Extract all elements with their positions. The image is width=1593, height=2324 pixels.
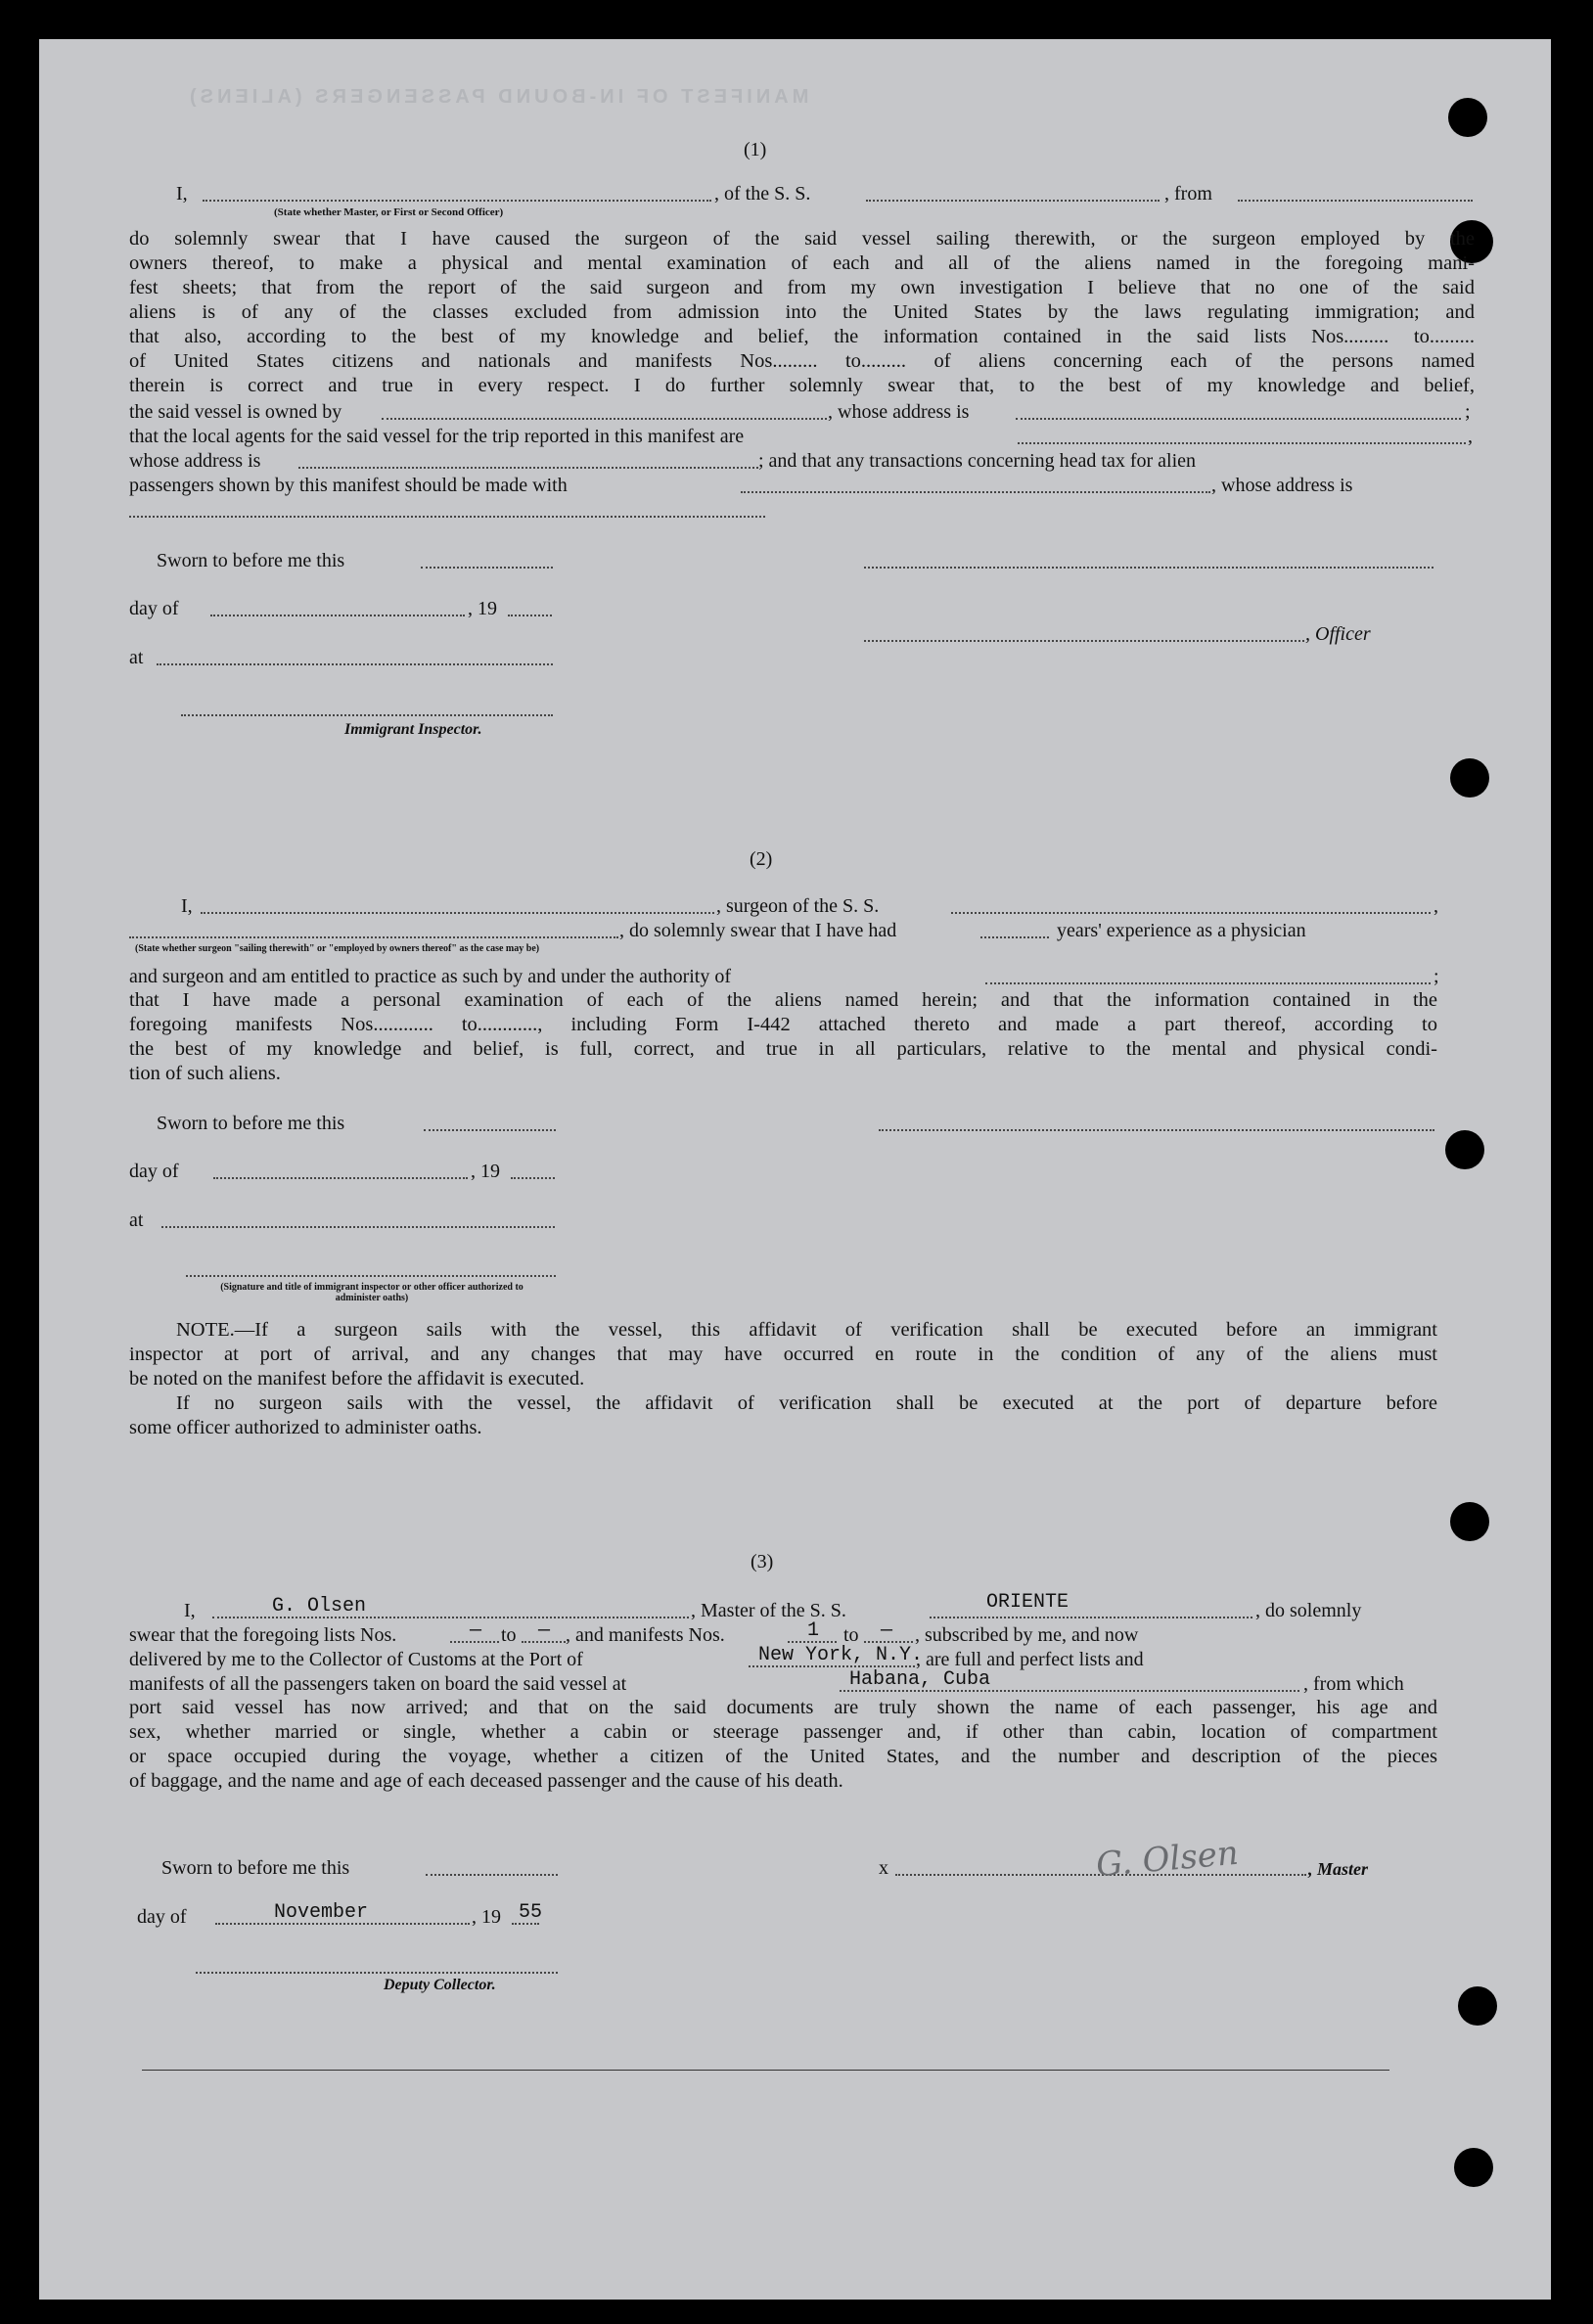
local-agents-label: that the local agents for the said vessel for the trip reported in this manifest are: [129, 426, 745, 447]
oath-line: of baggage, and the name and age of each deceased passenger and the cause of his death.: [129, 1770, 843, 1792]
semicolon: ;: [1434, 966, 1439, 987]
authority-label: and surgeon and am entitled to practice as such by and under the authority of: [129, 966, 731, 987]
passengers-label: passengers shown by this manifest should be made with: [129, 475, 568, 496]
do-solemnly-label-3: , do solemnly: [1255, 1600, 1362, 1621]
officer-label: [1305, 624, 1371, 644]
transactions-label: ; and that any transactions concerning head tax for alien: [758, 450, 1197, 472]
sworn-date-line-1: [421, 567, 553, 569]
surgeon-of-ss-label: , surgeon of the S. S.: [716, 895, 880, 917]
month-value: November: [274, 1901, 369, 1924]
sworn-label-2: Sworn to before me this: [157, 1113, 345, 1134]
oath-line: that also, according to the best of my knowledge and belief, the information contained in the said lists Nos......... to.........: [129, 326, 1475, 347]
surgeon-signature-line: [879, 1129, 1434, 1131]
head-tax-address-line: [129, 516, 765, 518]
oath-line: fest sheets; that from the report of the said surgeon and from my own investigation I believe that no one of the said: [129, 277, 1475, 298]
whose-address-label-3: , whose address is: [1211, 475, 1353, 496]
whose-address-label-2: whose address is: [129, 450, 261, 472]
to-label-2: to: [843, 1624, 859, 1646]
year-label-1: , 19: [468, 598, 497, 619]
sworn-date-line-3: [426, 1874, 558, 1876]
year-line-1: [508, 615, 552, 616]
at-label-2: at: [129, 1209, 144, 1231]
year-line-2: [511, 1177, 555, 1179]
manifests-all-label: manifests of all the passengers taken on board the said vessel at: [129, 1673, 627, 1695]
immigrant-inspector-label: Immigrant Inspector.: [344, 721, 482, 738]
agents-address-line: [298, 467, 758, 469]
surgeon-status-line: [129, 936, 618, 938]
x-mark: x: [879, 1857, 888, 1879]
ship-name: ORIENTE: [986, 1591, 1070, 1614]
officer-name-line: [203, 200, 711, 202]
section-2-note: [129, 1318, 1437, 1440]
sworn-label-3: Sworn to before me this: [161, 1857, 350, 1879]
from-line: [1238, 200, 1473, 202]
note-line: inspector at port of arrival, and any changes that may have occurred en route in the condition of any of the aliens must: [129, 1344, 1437, 1365]
oath-line: of United States citizens and nationals and manifests Nos......... to......... of aliens concerning each of the persons named: [129, 350, 1475, 372]
master-of-ss-label: , Master of the S. S.: [691, 1600, 846, 1621]
note-line: some officer authorized to administer oaths.: [129, 1417, 482, 1438]
full-perfect-label: , are full and perfect lists and: [916, 1649, 1144, 1670]
year-label-3: , 19: [472, 1906, 501, 1928]
bleed-through-text: MANIFEST OF IN-BOUND PASSENGERS (ALIENS): [186, 86, 809, 108]
bottom-divider: [142, 2070, 1389, 2071]
ship-name-line: [866, 200, 1160, 202]
section-3-number: (3): [751, 1551, 774, 1572]
day-line-2: [213, 1177, 468, 1179]
lists-from-value: —: [470, 1619, 482, 1642]
oath-line: aliens is of any of the classes excluded from admission into the United States by the laws regulating immigration; and: [129, 301, 1475, 323]
signature-title-note: (Signature and title of immigrant inspector or other officer authorized to administer oaths): [220, 1282, 523, 1303]
punch-hole: [1450, 758, 1489, 797]
section-1-i-label: I,: [176, 183, 188, 205]
surgeon-status-note: (State whether surgeon "sailing therewith" or "employed by owners thereof" as the case may be): [135, 943, 540, 954]
punch-hole: [1450, 1502, 1489, 1541]
authority-line: [985, 982, 1431, 984]
years-experience-label: years' experience as a physician: [1057, 920, 1306, 941]
sworn-date-line-2: [424, 1129, 556, 1131]
deputy-collector-label: Deputy Collector.: [384, 1977, 496, 1993]
oath-line: port said vessel has now arrived; and that on the said documents are truly shown the name of each passenger, his age and: [129, 1697, 1437, 1718]
deputy-collector-line: [196, 1972, 558, 1974]
manifest-back-page: [39, 39, 1551, 2300]
year-value: 55: [519, 1901, 543, 1924]
master-label: , Master: [1308, 1859, 1369, 1879]
section-3-oath-text: [129, 1696, 1437, 1794]
surgeon-name-line: [201, 912, 714, 914]
do-solemnly-label: , do solemnly swear that I have had: [619, 920, 897, 941]
officer-text: , Officer: [1305, 623, 1371, 645]
note-first-line: [129, 1318, 1437, 1343]
owned-by-label: the said vessel is owned by: [129, 401, 342, 423]
oath-line: sex, whether married or single, whether a cabin or steerage passenger and, if other than cabin, location of compartment: [129, 1721, 1437, 1743]
years-line: [980, 936, 1049, 938]
head-tax-line: [741, 491, 1210, 493]
manifest-from-value: 1: [807, 1619, 820, 1642]
day-of-label-3: day of: [137, 1906, 187, 1928]
punch-hole: [1454, 2148, 1493, 2187]
officer-signature-line: [864, 567, 1434, 569]
section-2-number: (2): [750, 848, 773, 870]
master-signature: G. Olsen: [1094, 1833, 1241, 1886]
section-2-i-label: I,: [181, 895, 193, 917]
subscribed-label: , subscribed by me, and now: [915, 1624, 1139, 1646]
day-of-label-2: day of: [129, 1161, 179, 1182]
punch-hole: [1448, 98, 1487, 137]
delivered-label: delivered by me to the Collector of Customs at the Port of: [129, 1649, 583, 1670]
note-line: —If a surgeon sails with the vessel, this affidavit of verification shall be executed before an immigrant: [234, 1319, 1437, 1341]
oath-line: foregoing manifests Nos............ to............, including Form I-442 attached thereto and made a part thereof, according to: [129, 1014, 1437, 1035]
semicolon: ;: [1465, 401, 1471, 423]
owner-address-line: [1016, 418, 1461, 420]
section-3-i-label: I,: [184, 1600, 196, 1621]
owner-line: [382, 418, 827, 420]
note-line: be noted on the manifest before the affidavit is executed.: [129, 1368, 585, 1390]
oath-line: that I have made a personal examination of each of the aliens named herein; and that the information contained in the: [129, 989, 1437, 1011]
section-1-number: (1): [744, 139, 767, 160]
master-name: G. Olsen: [272, 1595, 367, 1618]
of-ss-label: , of the S. S.: [714, 183, 811, 205]
port-value: New York, N.Y.: [758, 1644, 924, 1666]
comma: ,: [1468, 426, 1473, 447]
comma: ,: [1434, 895, 1438, 917]
state-master-note: (State whether Master, or First or Second Officer): [274, 206, 504, 218]
officer-title-line: [864, 640, 1304, 642]
ship-line-3: [930, 1617, 1252, 1618]
at-label-1: at: [129, 647, 144, 668]
year-label-2: , 19: [471, 1161, 500, 1182]
surgeon-ship-line: [951, 912, 1431, 914]
oath-line: owners thereof, to make a physical and mental examination of each and all of the aliens named in the foregoing mani-: [129, 252, 1475, 274]
inspector-signature-line-2: [186, 1275, 556, 1277]
whose-address-label: , whose address is: [828, 401, 970, 423]
from-which-label: , from which: [1303, 1673, 1404, 1695]
origin-value: Habana, Cuba: [849, 1668, 991, 1691]
oath-line: therein is correct and true in every respect. I do further solemnly swear that, to the best of my knowledge and belief,: [129, 375, 1475, 396]
day-of-label-1: day of: [129, 598, 179, 619]
local-agents-line: [1018, 442, 1466, 444]
oath-line: do solemnly swear that I have caused the surgeon of the said vessel sailing therewith, or the surgeon employed by the: [129, 228, 1475, 250]
oath-line: tion of such aliens.: [129, 1063, 281, 1084]
sworn-label-1: Sworn to before me this: [157, 550, 345, 571]
to-label-1: to: [501, 1624, 517, 1646]
manifest-to-value: —: [881, 1619, 893, 1642]
from-label: , from: [1164, 183, 1212, 205]
and-manifests-label: , and manifests Nos.: [566, 1624, 725, 1646]
at-line-1: [157, 663, 553, 665]
inspector-signature-line: [181, 714, 553, 716]
oath-line: or space occupied during the voyage, whether a citizen of the United States, and the number and description of the pieces: [129, 1746, 1437, 1767]
punch-hole: [1445, 1130, 1484, 1169]
swear-lists-label: swear that the foregoing lists Nos.: [129, 1624, 397, 1646]
note-line: If no surgeon sails with the vessel, the affidavit of verification shall be executed at the port of departure before: [176, 1392, 1437, 1414]
at-line-2: [161, 1226, 555, 1228]
lists-to-value: —: [538, 1619, 551, 1642]
oath-line: the best of my knowledge and belief, is full, correct, and true in all particulars, relative to the mental and physical condi-: [129, 1038, 1437, 1060]
day-line-1: [210, 615, 465, 616]
section-1-oath-text: [129, 227, 1475, 398]
punch-hole: [1458, 1986, 1497, 2026]
section-2-oath-text: [129, 988, 1437, 1086]
note-label: NOTE.: [176, 1319, 235, 1341]
